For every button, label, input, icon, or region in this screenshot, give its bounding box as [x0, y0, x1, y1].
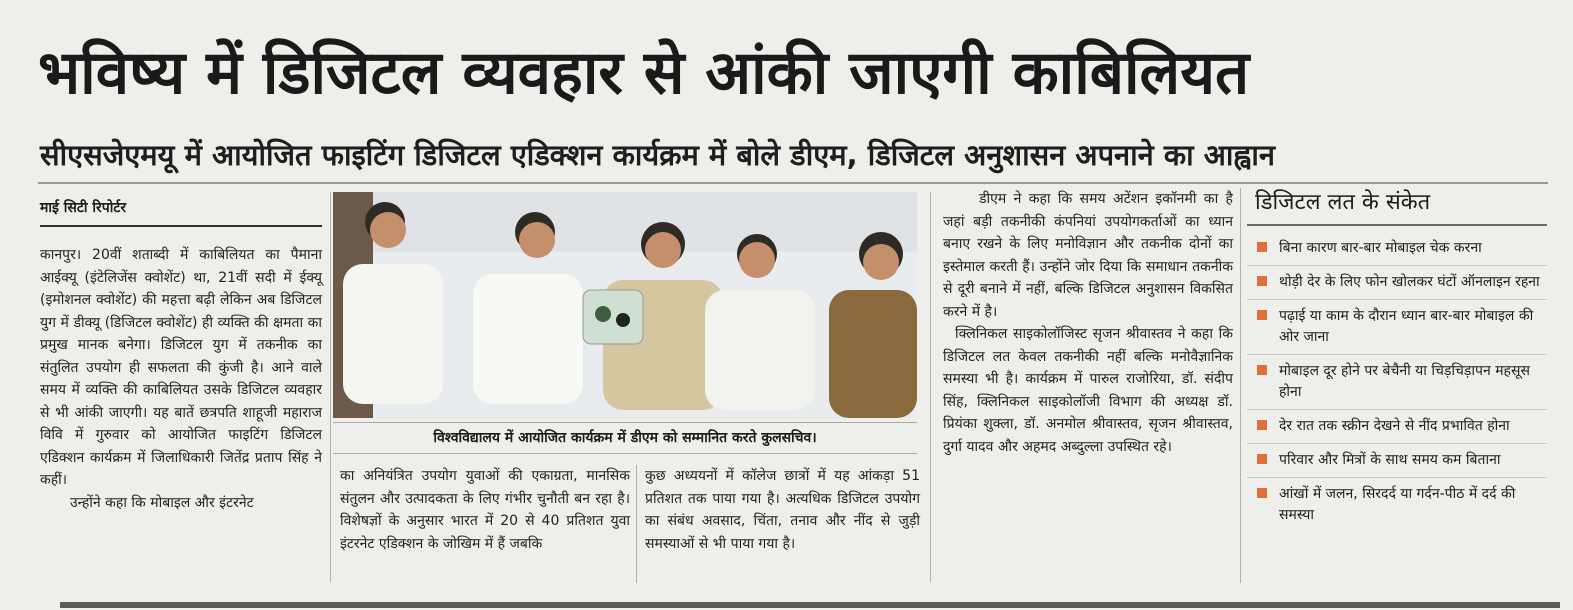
list-item [1247, 266, 1547, 300]
signs-list [1247, 232, 1547, 532]
column-divider [930, 192, 931, 582]
bottom-divider [60, 602, 1560, 608]
headline: भविष्य में डिजिटल व्यवहार से आंकी जाएगी काबिलियत [38, 38, 1250, 108]
list-item [1247, 444, 1547, 478]
column-divider [636, 465, 637, 583]
byline: माई सिटी रिपोर्टर [40, 200, 127, 216]
list-item [1247, 478, 1547, 532]
list-item-text: आंखों में जलन, सिरदर्द या गर्दन-पीठ में दर्द की समस्या [1279, 486, 1516, 523]
sidebar-title: डिजिटल लत के संकेत [1247, 186, 1547, 226]
square-bullet-icon [1257, 365, 1267, 375]
list-item [1247, 410, 1547, 444]
column-divider [330, 192, 331, 582]
list-item-text: देर रात तक स्क्रीन देखने से नींद प्रभावित होना [1279, 418, 1510, 434]
list-item-text: परिवार और मित्रों के साथ समय कम बिताना [1279, 452, 1501, 468]
photo-caption: विश्वविद्यालय में आयोजित कार्यक्रम में डीएम को सम्मानित करते कुलसचिव। [333, 422, 917, 454]
list-item [1247, 232, 1547, 266]
top-divider [38, 182, 1548, 184]
paragraph: उन्होंने कहा कि मोबाइल और इंटरनेट [70, 494, 254, 511]
list-item [1247, 355, 1547, 410]
square-bullet-icon [1257, 310, 1267, 320]
article-column-4 [943, 188, 1233, 458]
square-bullet-icon [1257, 276, 1267, 286]
paragraph: डीएम ने कहा कि समय अटेंशन इकॉनमी का है जहां बड़ी तकनीकी कंपनियां उपयोगकर्ताओं का ध्यान बनाए रखने के लिए मनोविज्ञान और तकनीक दोनों का इस्तेमाल करती हैं। उन्होंने जोर दिया कि समाधान तकनीक से दूरी बनाने में नहीं, बल्कि डिजिटल अनुशासन विकसित करने में है। [943, 191, 1233, 320]
paragraph: क्लिनिकल साइकोलॉजिस्ट सृजन श्रीवास्तव ने कहा कि डिजिटल लत केवल तकनीकी नहीं बल्कि मनोवैज्ञानिक समस्या भी है। कार्यक्रम में पारुल राजोरिया, डॉ. संदीप सिंह, क्लिनिकल साइकोलॉजी विभाग की अध्यक्ष डॉ. प्रियंका शुक्ला, डॉ. अनमोल श्रीवास्तव, सृजन श्रीवास्तव, दुर्गा यादव और अहमद अब्दुल्ला उपस्थित रहे। [943, 326, 1233, 455]
article-column-3 [645, 465, 920, 555]
news-photo [333, 192, 917, 418]
list-item-text: मोबाइल दूर होने पर बेचैनी या चिड़चिड़ापन महसूस होना [1279, 363, 1530, 400]
square-bullet-icon [1257, 242, 1267, 252]
photo-illustration [333, 192, 917, 418]
paragraph: कुछ अध्ययनों में कॉलेज छात्रों में यह आंकड़ा 51 प्रतिशत तक पाया गया है। अत्यधिक डिजिटल उपयोग का संबंध अवसाद, चिंता, तनाव और नींद से जुड़ी समस्याओं से भी पाया गया है। [645, 468, 920, 552]
article-column-2 [340, 465, 630, 555]
square-bullet-icon [1257, 488, 1267, 498]
square-bullet-icon [1257, 420, 1267, 430]
list-item-text: बिना कारण बार-बार मोबाइल चेक करना [1279, 240, 1482, 256]
subheadline: सीएसजेएमयू में आयोजित फाइटिंग डिजिटल एडिक्शन कार्यक्रम में बोले डीएम, डिजिटल अनुशासन अपनाने का आह्वान [40, 138, 1276, 172]
sidebar-box [1247, 186, 1547, 532]
article-column-1 [40, 244, 322, 514]
square-bullet-icon [1257, 454, 1267, 464]
paragraph: कानपुर। 20वीं शताब्दी में काबिलियत का पैमाना आईक्यू (इंटेलिजेंस क्वोशेंट) था, 21वीं सदी में ईक्यू (इमोशनल क्वोशेंट) की महत्ता बढ़ी लेकिन अब डिजिटल युग में डीक्यू (डिजिटल क्वोशेंट) ही व्यक्ति की क्षमता का प्रमुख मानक बनेगा। डिजिटल युग में तकनीक का संतुलित उपयोग ही सफलता की कुंजी है। आने वाले समय में व्यक्ति की काबिलियत उसके डिजिटल व्यवहार से भी आंकी जाएगी। यह बातें छत्रपति शाहूजी महाराज विवि में गुरुवार को आयोजित फाइटिंग डिजिटल एडिक्शन कार्यक्रम में जिलाधिकारी जितेंद्र प्रताप सिंह ने कहीं। [40, 247, 322, 488]
list-item-text: पढ़ाई या काम के दौरान ध्यान बार-बार मोबाइल की ओर जाना [1279, 308, 1534, 345]
list-item [1247, 300, 1547, 355]
column-divider [1240, 188, 1241, 583]
byline-divider [40, 225, 322, 227]
paragraph: का अनियंत्रित उपयोग युवाओं की एकाग्रता, मानसिक संतुलन और उत्पादकता के लिए गंभीर चुनौती बन रहा है। विशेषज्ञों के अनुसार भारत में 20 से 40 प्रतिशत युवा इंटरनेट एडिक्शन के जोखिम में हैं जबकि [340, 468, 630, 552]
list-item-text: थोड़ी देर के लिए फोन खोलकर घंटों ऑनलाइन रहना [1279, 274, 1540, 290]
